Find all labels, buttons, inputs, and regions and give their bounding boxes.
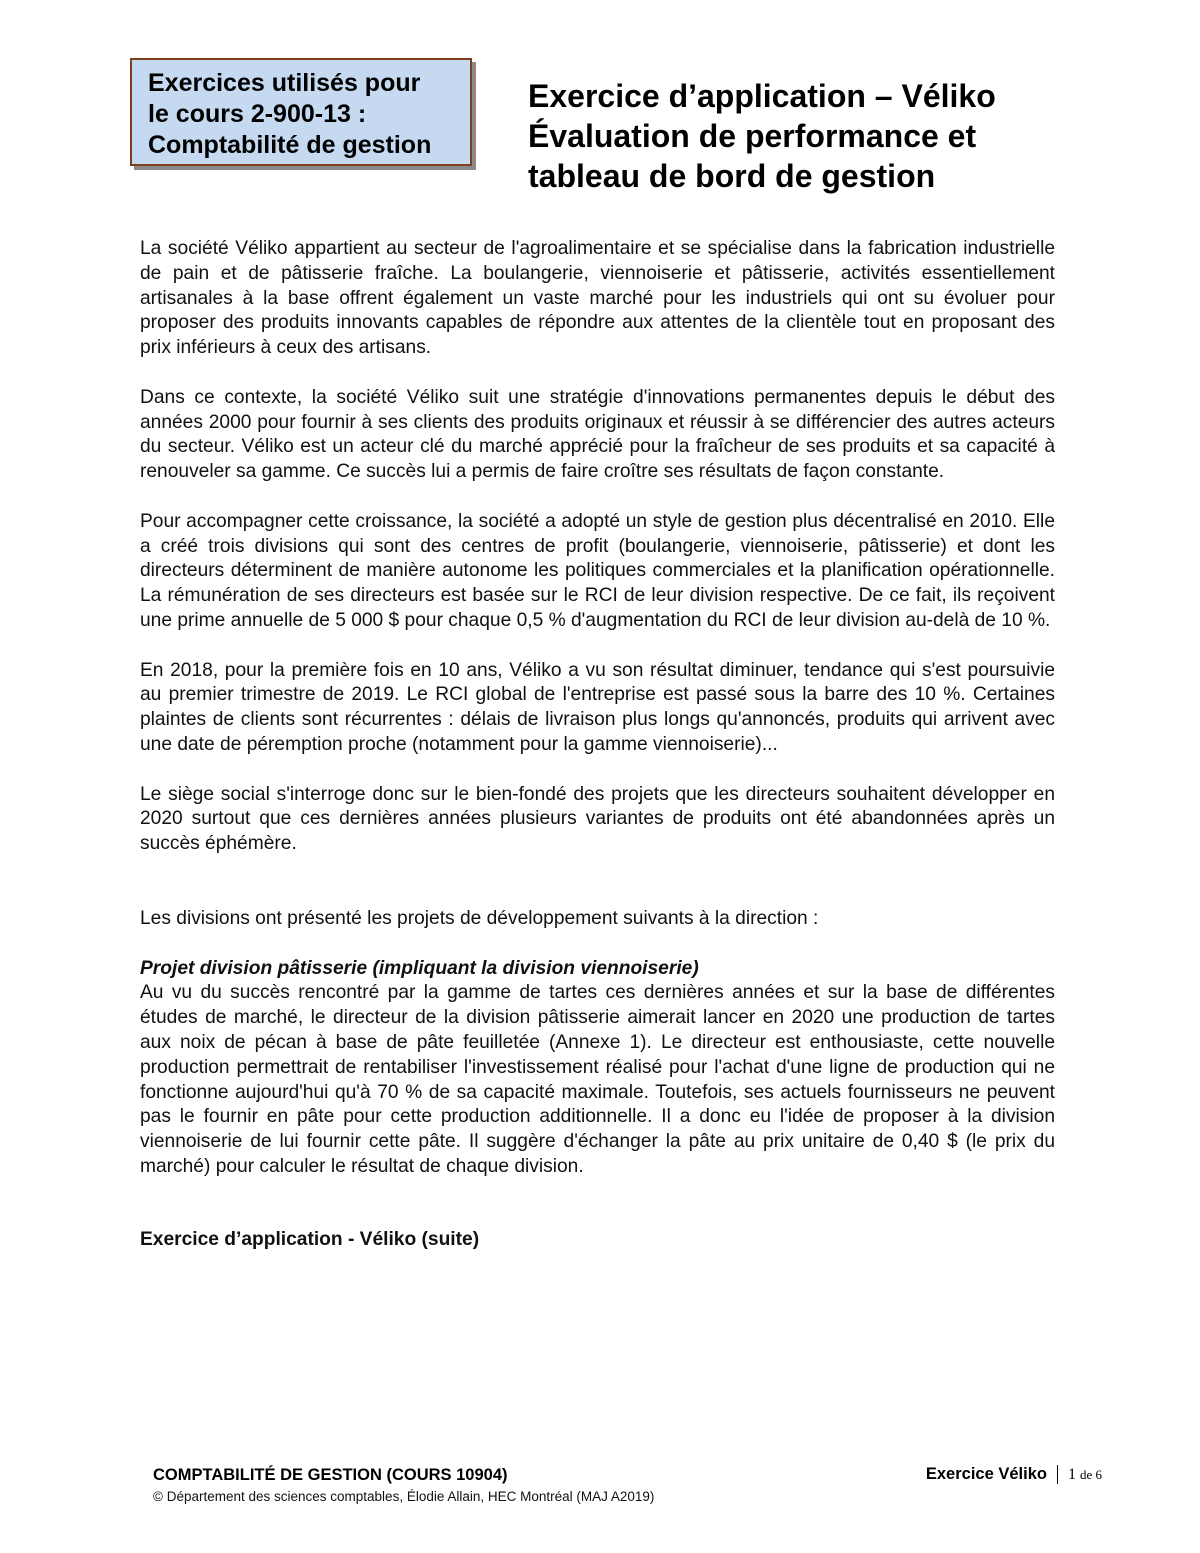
footer-exercise-name: Exercice Véliko <box>925 1465 1047 1483</box>
page-indicator <box>1068 1466 1102 1484</box>
paragraph-project-pastry: Au vu du succès rencontré par la gamme de tartes ces dernières années et sur la base de différentes études de marché, le directeur de la division pâtisserie aimerait lancer en 2020 une production de tartes aux noix de pécan à base de pâte feuilletée (Annexe 1). Le directeur est enthousiaste, cette nouvelle production permettrait de rentabiliser l'investissement réalisé pour l'achat d'une ligne de production qui ne fonctionne aujourd'hui qu'à 70 % de sa capacité maximale. Toutefois, ses actuels fournisseurs ne peuvent pas le fournir en pâte pour cette production additionnelle. Il a donc eu l'idée de proposer à la division viennoiserie de lui fournir cette pâte. Il suggère d'échanger la pâte au prix unitaire de 0,40 $ (le prix du marché) pour calculer le résultat de chaque division. <box>140 982 1055 1177</box>
footer-course-title: COMPTABILITÉ DE GESTION (COURS 10904) <box>153 1466 508 1484</box>
page-title <box>528 76 996 196</box>
continued-heading: Exercice d’application - Véliko (suite) <box>140 1228 480 1250</box>
document-body <box>140 237 1055 1252</box>
paragraph-growth: Pour accompagner cette croissance, la société a adopté un style de gestion plus décentralisé en 2010. Elle a créé trois divisions qui sont des centres de profit (boulangerie, viennoiserie, pâtisserie) et dont les directeurs déterminent de manière autonome les politiques commerciales et la planification opérationnelle. La rémunération de ses directeurs est basée sur le RCI de leur division respective. De ce fait, ils reçoivent une prime annuelle de 5 000 $ pour chaque 0,5 % d'augmentation du RCI de leur division au-delà de 10 %. <box>140 510 1055 631</box>
paragraph-decline: En 2018, pour la première fois en 10 ans, Véliko a vu son résultat diminuer, tendance qui s'est poursuivie au premier trimestre de 2019. Le RCI global de l'entreprise est passé sous la barre des 10 %. Certaines plaintes de clients sont récurrentes : délais de livraison plus longs qu'annoncés, produits qui arrivent avec une date de péremption proche (notamment pour la gamme viennoiserie)... <box>140 659 1055 755</box>
page-number: 1 <box>1067 1465 1076 1483</box>
paragraph-projects-intro: Les divisions ont présenté les projets de développement suivants à la direction : <box>140 907 819 929</box>
project-subheading: Projet division pâtisserie (impliquant la division viennoiserie) <box>140 957 699 979</box>
course-box-line-2: le cours 2-900-13 : <box>148 100 367 128</box>
page-total: de 6 <box>1079 1466 1102 1482</box>
paragraph-context: Dans ce contexte, la société Véliko suit une stratégie d'innovations permanentes depuis le début des années 2000 pour fournir à ses clients des produits originaux et réussir à se différencier des autres acteurs du secteur. Véliko est un acteur clé du marché apprécié pour la fraîcheur de ses produits et sa capacité à renouveler sa gamme. Ce succès lui a permis de faire croître ses résultats de façon constante. <box>140 386 1055 483</box>
footer-page-info <box>926 1465 1102 1484</box>
course-box-line-3: Comptabilité de gestion <box>148 131 432 159</box>
footer-divider <box>1057 1465 1058 1484</box>
course-info-box <box>130 58 472 166</box>
course-box-line-1: Exercices utilisés pour <box>148 69 421 97</box>
title-line-2: Évaluation de performance et <box>528 118 977 154</box>
paragraph-head-office: Le siège social s'interroge donc sur le bien-fondé des projets que les directeurs souhaitent développer en 2020 surtout que ces dernières années plusieurs variantes de produits ont été abandonnées après un succès éphémère. <box>140 783 1055 855</box>
title-line-1: Exercice d’application – Véliko <box>528 78 996 114</box>
paragraph-intro: La société Véliko appartient au secteur de l'agroalimentaire et se spécialise dans la fabrication industrielle de pain et de pâtisserie fraîche. La boulangerie, viennoiserie et pâtisserie, activités essentiellement artisanales à la base offrent également un vaste marché pour les industriels qui ont su évoluer pour proposer des produits innovants capables de répondre aux attentes de la clientèle tout en proposant des prix inférieurs à ceux des artisans. <box>140 238 1055 359</box>
footer-copyright: © Département des sciences comptables, Élodie Allain, HEC Montréal (MAJ A2019) <box>153 1489 655 1504</box>
title-line-3: tableau de bord de gestion <box>528 158 936 194</box>
